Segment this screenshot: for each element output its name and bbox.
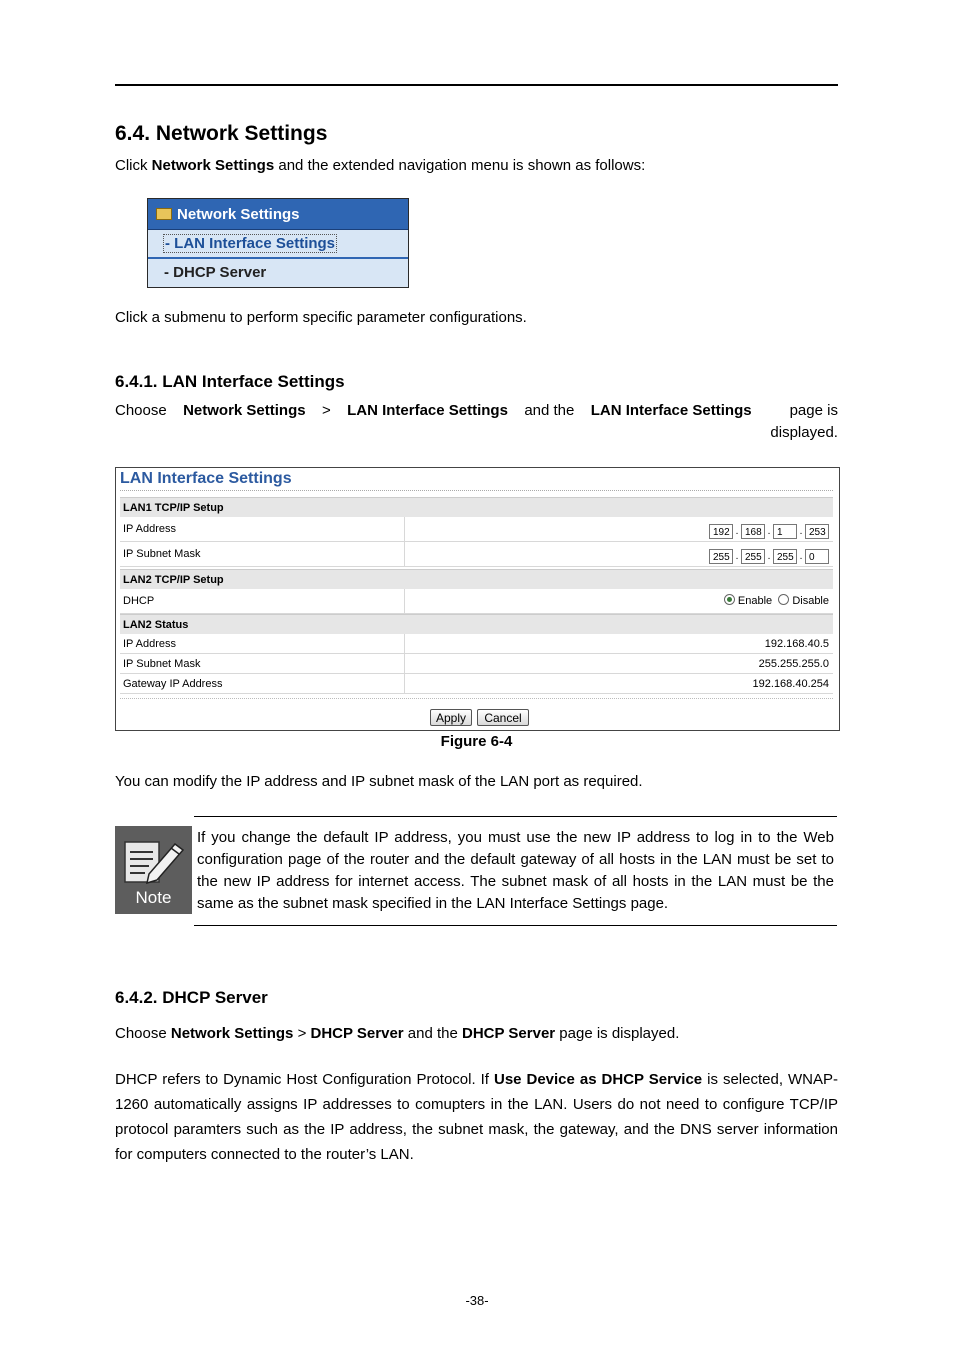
mask-octet-2-input[interactable]: 255 — [741, 549, 765, 564]
octet-separator: . — [767, 551, 771, 562]
dhcp-choose-b1: Network Settings — [170, 1025, 294, 1042]
lan1-section-header: LAN1 TCP/IP Setup — [120, 497, 833, 517]
subnet-mask-row — [120, 542, 833, 567]
octet-separator: . — [799, 551, 803, 562]
lan-choose-word: Choose — [115, 402, 167, 419]
ip-octet-3-input[interactable]: 1 — [773, 524, 797, 539]
ip-octet-4-input[interactable]: 253 — [805, 524, 829, 539]
dhcp-choose-gt: > — [293, 1025, 311, 1042]
lan-choose-b3: LAN Interface Settings — [590, 402, 752, 419]
nav-menu-screenshot — [147, 198, 409, 288]
status-value: 255.255.255.0 — [758, 658, 829, 670]
ip-address-label: IP Address — [123, 523, 176, 535]
dhcp-choose-pre: Choose — [115, 1025, 171, 1042]
dhcp-disable-label: Disable — [792, 595, 829, 607]
status-label: Gateway IP Address — [123, 678, 223, 690]
ip-octet-2-input[interactable]: 168 — [741, 524, 765, 539]
lan-section-heading: 6.4.1. LAN Interface Settings — [115, 372, 345, 391]
dhcp-description-paragraph — [115, 1067, 838, 1167]
status-row — [120, 634, 833, 654]
dhcp-row — [120, 589, 833, 614]
lan-choose-line — [115, 400, 838, 444]
column-divider — [404, 654, 405, 673]
section-heading: 6.4. Network Settings — [115, 122, 328, 145]
dhcp-choose-b2: DHCP Server — [310, 1025, 404, 1042]
mask-octet-4-input[interactable]: 0 — [805, 549, 829, 564]
status-value: 192.168.40.5 — [764, 638, 829, 650]
folder-icon — [156, 208, 172, 220]
nav-item-label: - DHCP Server — [164, 264, 267, 281]
column-divider — [404, 674, 405, 693]
ip-address-row — [120, 517, 833, 542]
mask-octet-1-input[interactable]: 255 — [709, 549, 733, 564]
column-divider — [404, 634, 405, 653]
nav-menu-header[interactable] — [148, 199, 408, 230]
dhcp-choose-b3: DHCP Server — [462, 1025, 556, 1042]
lan-choose-b1: Network Settings — [183, 402, 306, 419]
nav-item-dhcp-server[interactable] — [148, 259, 408, 286]
octet-separator: . — [735, 526, 739, 537]
lan-settings-screenshot — [115, 467, 840, 731]
nav-item-label: - LAN Interface Settings — [165, 235, 336, 252]
button-divider — [120, 698, 833, 699]
lan2-status-header: LAN2 Status — [120, 614, 833, 634]
lan-choose-b2: LAN Interface Settings — [347, 402, 508, 419]
title-divider — [120, 490, 833, 491]
lan-choose-and: and the — [524, 402, 575, 419]
dhcp-choose-post: page is displayed. — [555, 1025, 680, 1042]
note-bottom-rule — [194, 925, 837, 926]
lan2-section-header: LAN2 TCP/IP Setup — [120, 569, 833, 589]
header-rule — [115, 84, 838, 86]
modify-paragraph: You can modify the IP address and IP subnet mask of the LAN port as required. — [115, 773, 643, 790]
submenu-paragraph: Click a submenu to perform specific parameter configurations. — [115, 309, 527, 326]
column-divider — [404, 517, 405, 541]
dhcp-enable-label: Enable — [737, 595, 773, 607]
lan-screen-title: LAN Interface Settings — [120, 470, 292, 487]
note-icon — [115, 826, 192, 914]
status-label: IP Subnet Mask — [123, 658, 201, 670]
ip-address-fields — [709, 519, 829, 539]
nav-item-lan-interface-settings[interactable] — [148, 230, 408, 259]
lan-choose-page: page is displayed. — [770, 402, 838, 441]
note-top-rule — [194, 816, 837, 817]
lan-choose-gt: > — [321, 402, 331, 419]
dhcp-desc-pre: DHCP refers to Dynamic Host Configuration Protocol. If — [115, 1071, 494, 1088]
column-divider — [404, 542, 405, 566]
dhcp-choose-mid: and the — [403, 1025, 463, 1042]
status-label: IP Address — [123, 638, 176, 650]
nav-menu-header-label: Network Settings — [177, 206, 300, 223]
apply-button[interactable]: Apply — [430, 709, 472, 726]
intro-post: and the extended navigation menu is shown as follows: — [274, 157, 646, 174]
mask-octet-3-input[interactable]: 255 — [773, 549, 797, 564]
dhcp-desc-post: is selected, WNAP-1260 automatically assigns IP addresses to comupters in the LAN. Users do not need to configure TCP/IP protocol paramters such as the IP address, the subnet mask, the gateway, and the DNS server information for computers connected to the router’s LAN. — [115, 1071, 838, 1163]
dhcp-disable-radio[interactable] — [778, 594, 789, 605]
octet-separator: . — [767, 526, 771, 537]
dhcp-radio-group — [724, 589, 829, 614]
status-row — [120, 654, 833, 674]
subnet-mask-label: IP Subnet Mask — [123, 548, 201, 560]
cancel-button[interactable]: Cancel — [477, 709, 529, 726]
dhcp-enable-radio[interactable] — [724, 594, 735, 605]
figure-caption: Figure 6-4 — [440, 733, 513, 750]
octet-separator: . — [735, 551, 739, 562]
column-divider — [404, 589, 405, 613]
intro-pre: Click — [115, 157, 152, 174]
intro-paragraph — [115, 155, 645, 177]
lan-choose-paragraph — [115, 400, 838, 444]
dhcp-choose-paragraph — [115, 1023, 679, 1045]
octet-separator: . — [799, 526, 803, 537]
page-number: -38- — [465, 1293, 489, 1308]
status-value: 192.168.40.254 — [752, 678, 829, 690]
dhcp-desc-bold: Use Device as DHCP Service — [493, 1071, 703, 1088]
dhcp-section-heading: 6.4.2. DHCP Server — [115, 988, 268, 1007]
note-icon-label: Note — [135, 888, 172, 907]
dhcp-label: DHCP — [123, 595, 155, 607]
note-text: If you change the default IP address, you must use the new IP address to log in to the Web configuration page of the router and the default gateway of all hosts in the LAN must be set to the new IP address for internet access. The subnet mask of all hosts in the LAN must be the same as the subnet mask specified in the LAN Interface Settings page. — [197, 829, 834, 912]
ip-octet-1-input[interactable]: 192 — [709, 524, 733, 539]
intro-bold: Network Settings — [151, 157, 275, 174]
subnet-mask-fields — [709, 544, 829, 564]
status-row — [120, 674, 833, 694]
